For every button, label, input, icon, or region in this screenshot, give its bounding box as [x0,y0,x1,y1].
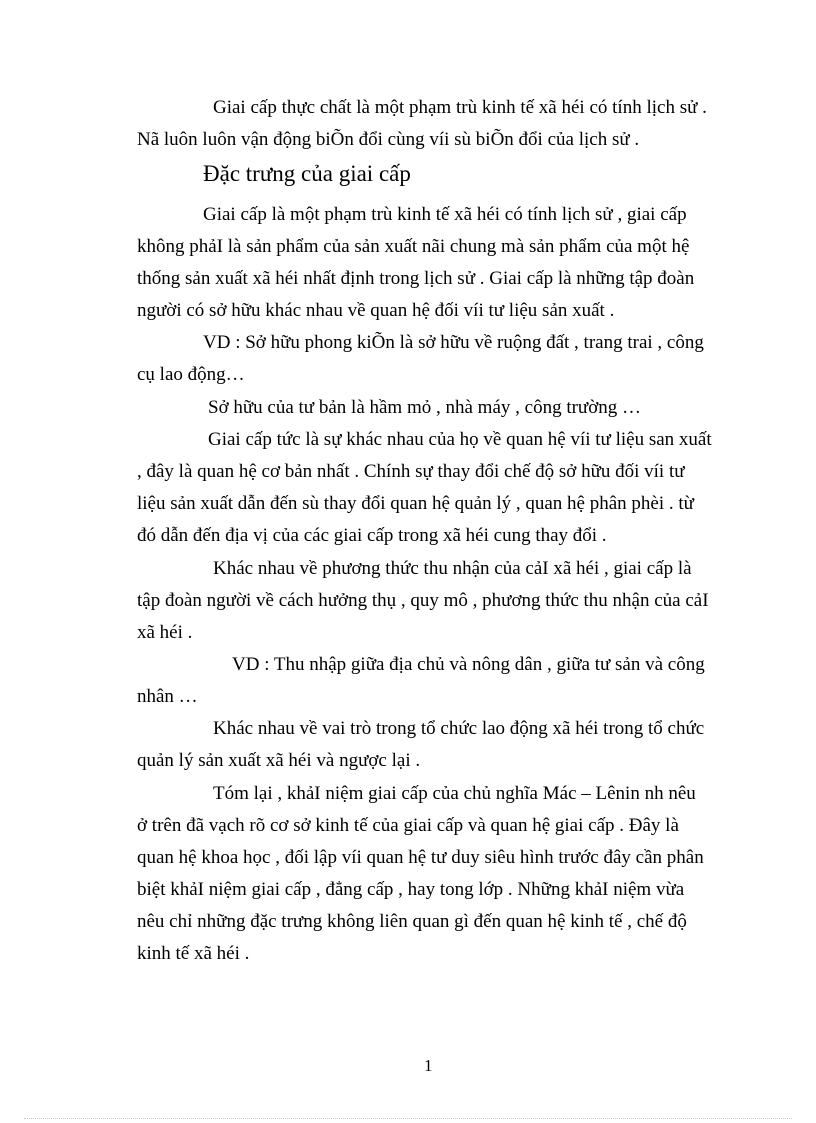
paragraph-line: Nã luôn luôn vận động biÕn đổi cùng víi sù biÕn đổi của lịch sử . [137,129,640,150]
paragraph-line: Giai cấp là một phạm trù kinh tế xã héi có tính lịch sử , giai cấp [203,204,687,225]
paragraph-line: VD : Sở hữu phong kiÕn là sở hữu về ruộng đất , trang trai , công [203,332,704,353]
page-number: 1 [424,1056,433,1075]
paragraph-line: ở trên đã vạch rõ cơ sở kinh tế của giai cấp và quan hệ giai cấp . Đây là [137,815,679,836]
paragraph-line: nêu chỉ những đặc trưng không liên quan gì đến quan hệ kinh tế , chế độ [137,911,687,932]
paragraph-line: Tóm lại , khảI niệm giai cấp của chủ nghĩa Mác – Lênin nh nêu [213,783,696,804]
paragraph-line: Khác nhau về phương thức thu nhận của cảI xã héi , giai cấp là [213,558,692,579]
paragraph-line: Giai cấp tức là sự khác nhau của họ về quan hệ víi tư liệu san xuất [208,429,712,450]
paragraph-line: VD : Thu nhập giữa địa chủ và nông dân , giữa tư sản và công [232,654,705,675]
paragraph-line: quản lý sản xuất xã héi và ngược lại . [137,750,421,771]
paragraph-line: Giai cấp thực chất là một phạm trù kinh tế xã héi có tính lịch sử . [213,97,707,118]
paragraph-line: đó dẫn đến địa vị của các giai cấp trong xã héi cung thay đổi . [137,525,607,546]
paragraph-line: biệt khảI niệm giai cấp , đẳng cấp , hay tong lớp . Những khảI niệm vừa [137,879,685,900]
paragraph-line: không phảI là sản phẩm của sản xuất nãi chung mà sản phẩm của một hệ [137,236,690,257]
paragraph-line: nhân … [137,686,198,707]
paragraph-line: , đây là quan hệ cơ bản nhất . Chính sự thay đổi chế độ sở hữu đối víi tư [137,461,685,482]
paragraph-line: người có sở hữu khác nhau về quan hệ đối víi tư liệu sản xuất . [137,300,615,321]
paragraph-line: thống sản xuất xã héi nhất định trong lịch sử . Giai cấp là những tập đoàn [137,268,695,289]
section-heading: Đặc trưng của giai cấp [203,161,411,186]
paragraph-line: tập đoàn người về cách hưởng thụ , quy mô , phương thức thu nhận của cảI [137,590,709,611]
paragraph-line: xã héi . [137,622,193,643]
paragraph-line: Sở hữu của tư bản là hầm mỏ , nhà máy , công trường … [208,397,642,418]
paragraph-line: Khác nhau về vai trò trong tổ chức lao động xã héi trong tổ chức [213,718,705,739]
page-bottom-border [24,1118,792,1119]
paragraph-line: kinh tế xã héi . [137,943,250,964]
paragraph-line: quan hệ khoa học , đối lập víi quan hệ tư duy siêu hình trước đây cần phân [137,847,704,868]
paragraph-line: cụ lao động… [137,364,245,385]
paragraph-line: liệu sản xuất dẫn đến sù thay đổi quan hệ quản lý , quan hệ phân phèi . từ [137,493,694,514]
